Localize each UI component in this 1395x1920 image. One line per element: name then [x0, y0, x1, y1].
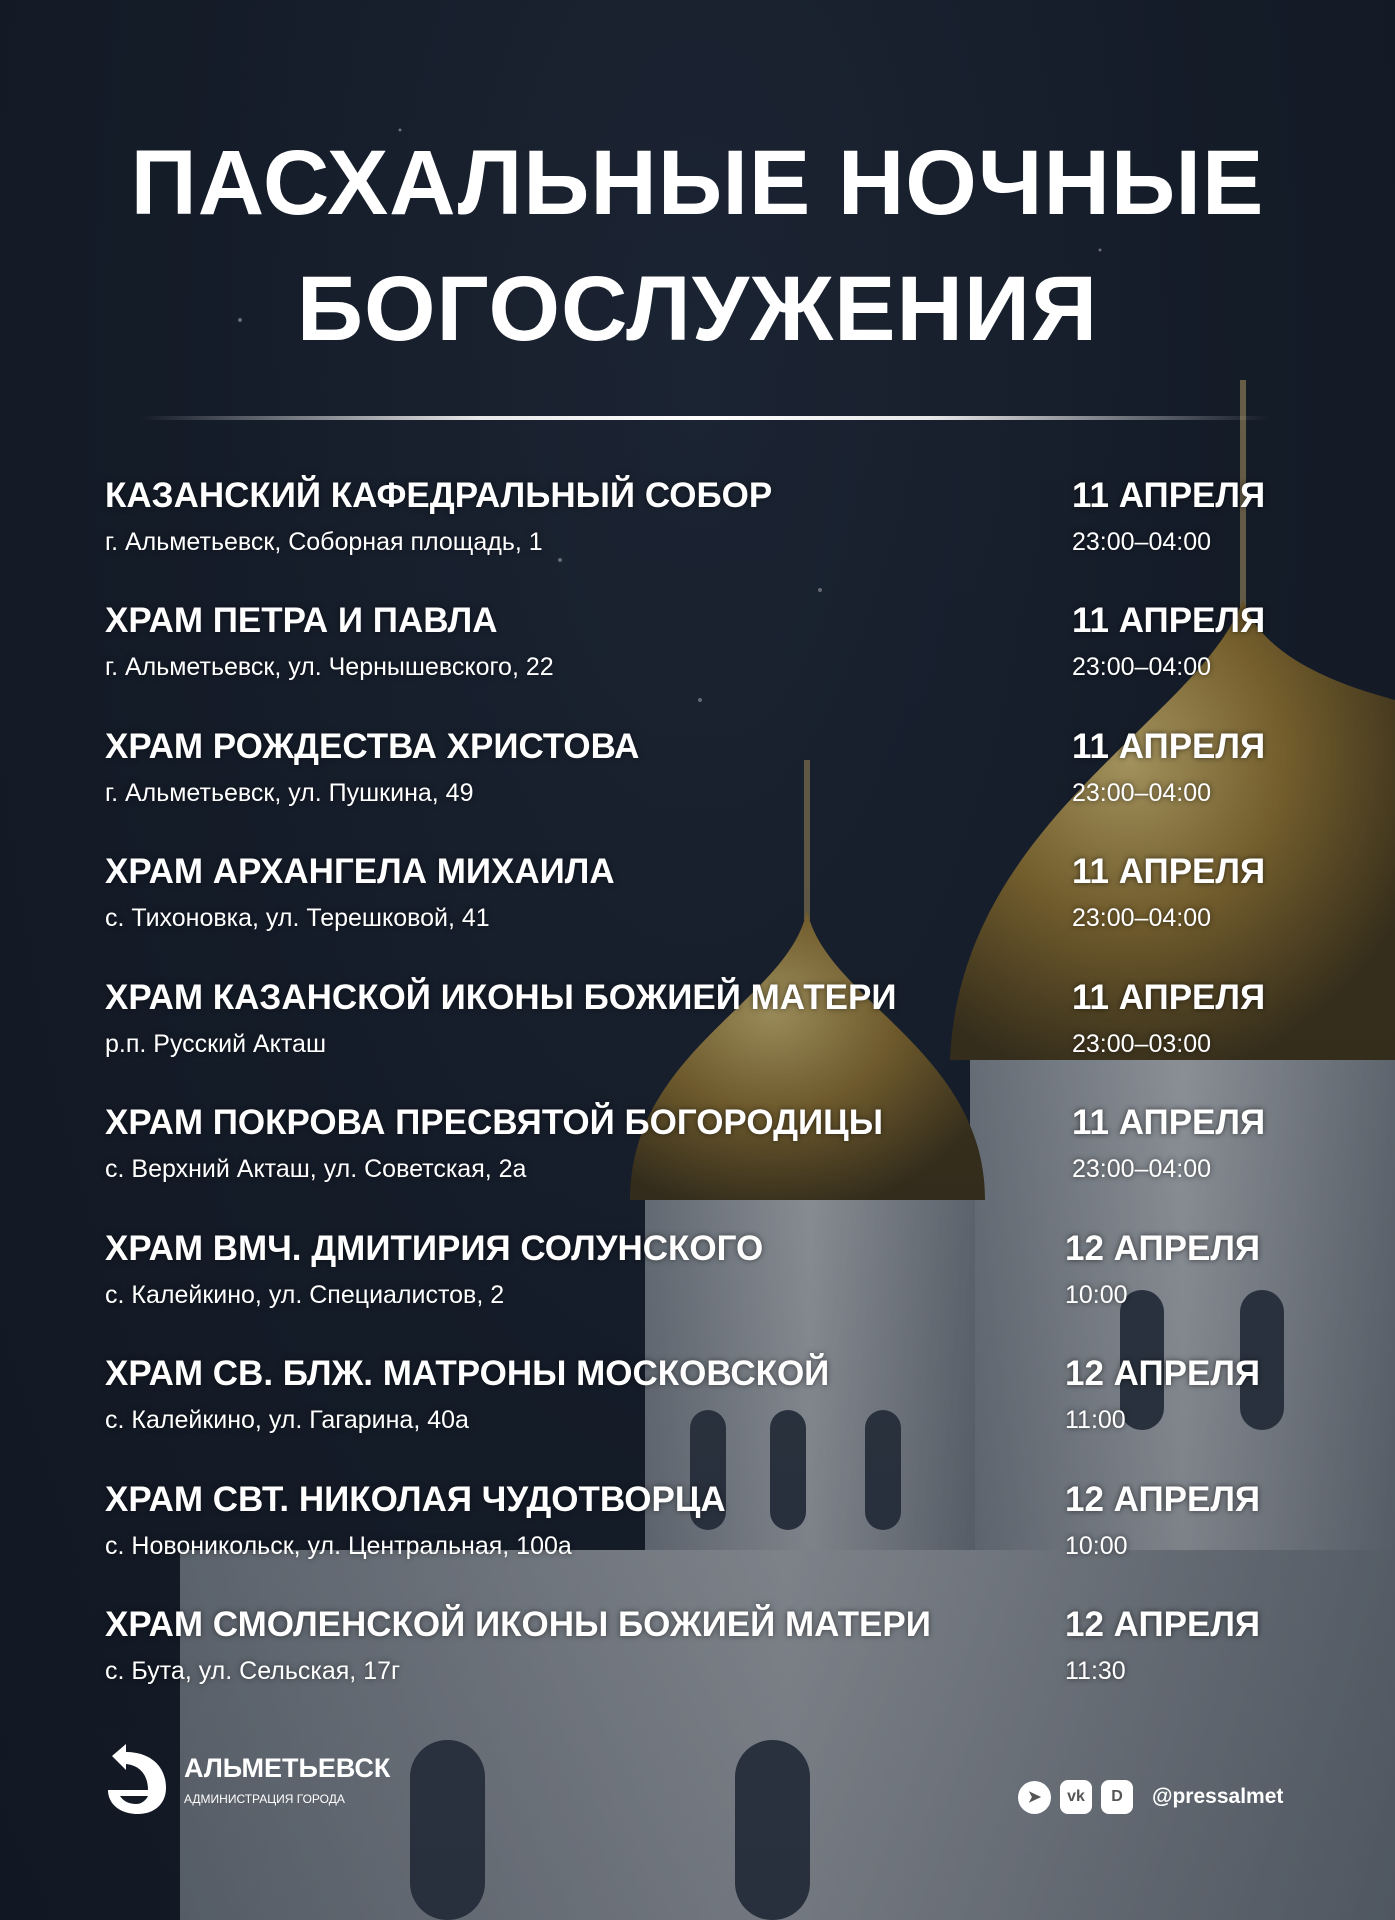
service-item: [105, 1229, 1305, 1339]
almetyevsk-logo-icon: [104, 1742, 168, 1816]
service-item: [105, 1354, 1305, 1464]
church-name: ХРАМ СВ. БЛЖ. МАТРОНЫ МОСКОВСКОЙ: [105, 1354, 830, 1393]
church-address: р.п. Русский Акташ: [105, 1030, 327, 1058]
service-time: 10:00: [1065, 1532, 1128, 1560]
service-time: 23:00–04:00: [1072, 653, 1212, 681]
service-date: 11 АПРЕЛЯ: [1072, 852, 1266, 891]
vk-icon[interactable]: vk: [1060, 1780, 1092, 1814]
title-line-1: ПАСХАЛЬНЫЕ НОЧНЫЕ: [130, 132, 1265, 234]
service-time: 11:30: [1065, 1657, 1126, 1685]
church-address: с. Новоникольск, ул. Центральная, 100а: [105, 1532, 572, 1560]
church-name: ХРАМ ВМЧ. ДМИТИРИЯ СОЛУНСКОГО: [105, 1229, 764, 1268]
church-name: ХРАМ СВТ. НИКОЛАЯ ЧУДОТВОРЦА: [105, 1480, 726, 1519]
service-date: 11 АПРЕЛЯ: [1072, 476, 1266, 515]
church-name: ХРАМ ПЕТРА И ПАВЛА: [105, 601, 498, 640]
service-date: 11 АПРЕЛЯ: [1072, 601, 1266, 640]
service-date: 12 АПРЕЛЯ: [1065, 1605, 1261, 1644]
service-date: 11 АПРЕЛЯ: [1072, 978, 1266, 1017]
rutube-icon[interactable]: D: [1101, 1780, 1133, 1814]
service-date: 11 АПРЕЛЯ: [1072, 1103, 1266, 1142]
service-item: [105, 978, 1305, 1088]
church-address: г. Альметьевск, ул. Пушкина, 49: [105, 779, 474, 807]
telegram-icon[interactable]: ➤: [1018, 1781, 1051, 1814]
service-time: 10:00: [1065, 1281, 1128, 1309]
church-address: г. Альметьевск, Соборная площадь, 1: [105, 528, 543, 556]
church-address: с. Верхний Акташ, ул. Советская, 2а: [105, 1155, 527, 1183]
service-date: 12 АПРЕЛЯ: [1065, 1354, 1261, 1393]
social-handle[interactable]: @pressalmet: [1152, 1785, 1284, 1808]
service-time: 23:00–03:00: [1072, 1030, 1212, 1058]
service-time: 23:00–04:00: [1072, 779, 1212, 807]
service-item: [105, 1103, 1305, 1213]
brand-name: АЛЬМЕТЬЕВСК: [184, 1752, 391, 1783]
church-name: КАЗАНСКИЙ КАФЕДРАЛЬНЫЙ СОБОР: [105, 476, 773, 515]
service-item: [105, 1480, 1305, 1590]
brand-subtitle: АДМИНИСТРАЦИЯ ГОРОДА: [184, 1791, 345, 1806]
city-logo: [104, 1742, 390, 1816]
church-address: г. Альметьевск, ул. Чернышевского, 22: [105, 653, 554, 681]
church-name: ХРАМ КАЗАНСКОЙ ИКОНЫ БОЖИЕЙ МАТЕРИ: [105, 978, 897, 1017]
service-time: 23:00–04:00: [1072, 1155, 1212, 1183]
service-item: [105, 1605, 1305, 1715]
service-time: 23:00–04:00: [1072, 904, 1212, 932]
service-time: 11:00: [1065, 1406, 1126, 1434]
service-item: [105, 852, 1305, 962]
service-date: 12 АПРЕЛЯ: [1065, 1229, 1261, 1268]
divider: [140, 416, 1270, 420]
service-date: 11 АПРЕЛЯ: [1072, 727, 1266, 766]
social-links: [1018, 1780, 1283, 1814]
service-item: [105, 601, 1305, 711]
church-name: ХРАМ РОЖДЕСТВА ХРИСТОВА: [105, 727, 640, 766]
church-address: с. Тихоновка, ул. Терешковой, 41: [105, 904, 490, 932]
service-item: [105, 476, 1305, 586]
church-address: с. Калейкино, ул. Специалистов, 2: [105, 1281, 505, 1309]
church-name: ХРАМ ПОКРОВА ПРЕСВЯТОЙ БОГОРОДИЦЫ: [105, 1103, 883, 1142]
church-name: ХРАМ АРХАНГЕЛА МИХАИЛА: [105, 852, 615, 891]
church-name: ХРАМ СМОЛЕНСКОЙ ИКОНЫ БОЖИЕЙ МАТЕРИ: [105, 1605, 931, 1644]
service-time: 23:00–04:00: [1072, 528, 1212, 556]
service-date: 12 АПРЕЛЯ: [1065, 1480, 1261, 1519]
title-line-2: БОГОСЛУЖЕНИЯ: [296, 258, 1099, 360]
church-address: с. Калейкино, ул. Гагарина, 40а: [105, 1406, 469, 1434]
church-address: с. Бута, ул. Сельская, 17г: [105, 1657, 401, 1685]
page-title: [0, 120, 1395, 372]
service-item: [105, 727, 1305, 837]
